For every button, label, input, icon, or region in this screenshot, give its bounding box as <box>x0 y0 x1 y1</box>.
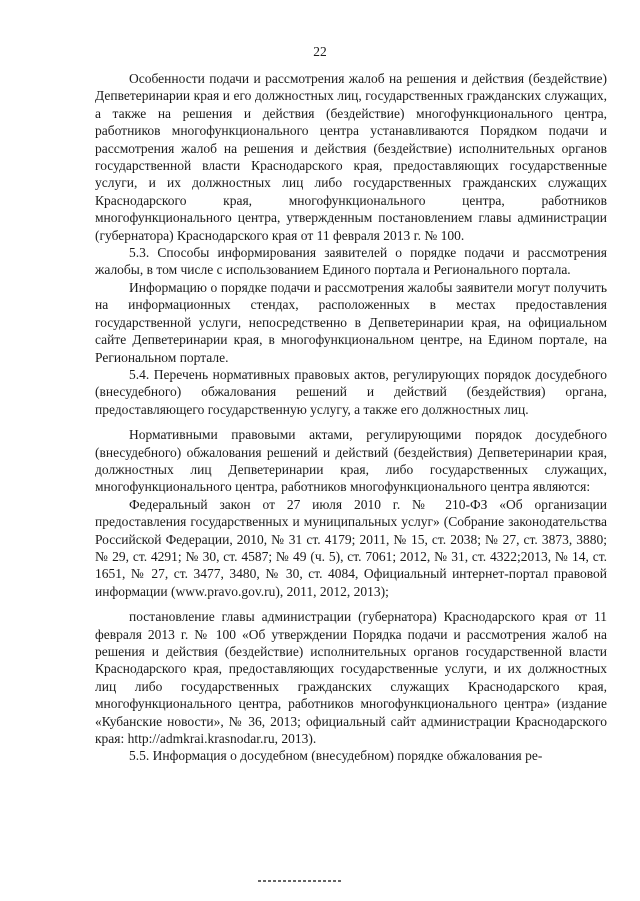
paragraph-complaint-features: Особенности подачи и рассмотрения жалоб на решения и действия (бездействие) Депветеринарии края и его должностных лиц, государственных гражданских служащих, а также на решения и действия (бездействие) многофункционального центра, работников многофункционального центра устанавливаются Порядком подачи и рассмотрения жалоб на решения и действия (бездействие) исполнительных органов государственной власти Краснодарского края, предоставляющих государственные услуги, и их должностных лиц либо государственных гражданских служащих Краснодарского края, многофункционального центра, работников многофункционального центра, утвержденным постановлением главы администрации (губернатора) Краснодарского края от 11 февраля 2013 г. № 100. <box>95 71 607 243</box>
paragraph-federal-law: Федеральный закон от 27 июля 2010 г. № 210-ФЗ «Об организации предоставления государственных и муниципальных услуг» (Собрание законодательства Российской Федерации, 2010, № 31 ст. 4179; 2011, № 15, ст. 2038; № 27, ст. 3873, 3880; № 29, ст. 4291; № 30, ст. 4587; № 49 (ч. 5), ст. 7061; 2012, № 31, ст. 4322;2013, № 14, ст. 1651, № 27, ст. 3477, 3480, № 30, ст. 4084, Официальный интернет-портал правовой информации (www.pravo.gov.ru), 2011, 2012, 2013); <box>95 496 607 599</box>
page-number: 22 <box>313 44 327 59</box>
footer-mark <box>258 880 342 882</box>
document-body <box>95 70 607 765</box>
paragraph-section-5-4: 5.4. Перечень нормативных правовых актов, регулирующих порядок досудебного (внесудебного) обжалования решений и действий (бездействия) органа, предоставляющего государственную услугу, а также его должностных лиц. <box>95 366 607 417</box>
paragraph-section-5-5: 5.5. Информация о досудебном (внесудебном) порядке обжалования ре- <box>129 748 543 764</box>
paragraph-resolution: постановление главы администрации (губернатора) Краснодарского края от 11 февраля 2013 г. № 100 «Об утверждении Порядка подачи и рассмотрения жалоб на решения и действия (бездействие) исполнительных органов государственной власти Краснодарского края, предоставляющих государственные услуги, и их должностных лиц либо государственных гражданских служащих Краснодарского края, многофункционального центра, работников многофункционального центра» (издание «Кубанские новости», № 36, 2013; официальный сайт администрации Краснодарского края: http://admkrai.krasnodar.ru, 2013). <box>95 609 607 747</box>
paragraph-information-sources: Информацию о порядке подачи и рассмотрения жалобы заявители могут получить на информационных стендах, расположенных в местах предоставления государственной услуги, непосредственно в Депветеринарии края, на официальном сайте Депветеринарии края, в многофункциональном центре, на Едином портале, на Региональном портале. <box>95 279 607 365</box>
paragraph-section-5-3: 5.3. Способы информирования заявителей о порядке подачи и рассмотрения жалобы, в том числе с использованием Единого портала и Регионального портала. <box>95 245 607 278</box>
paragraph-normative-acts: Нормативными правовыми актами, регулирующими порядок досудебного (внесудебного) обжалования решений и действий (бездействия) Депветеринарии края, должностных лиц Депветеринарии края, либо государственных служащих, многофункционального центра, работников многофункционального центра являются: <box>95 427 607 495</box>
